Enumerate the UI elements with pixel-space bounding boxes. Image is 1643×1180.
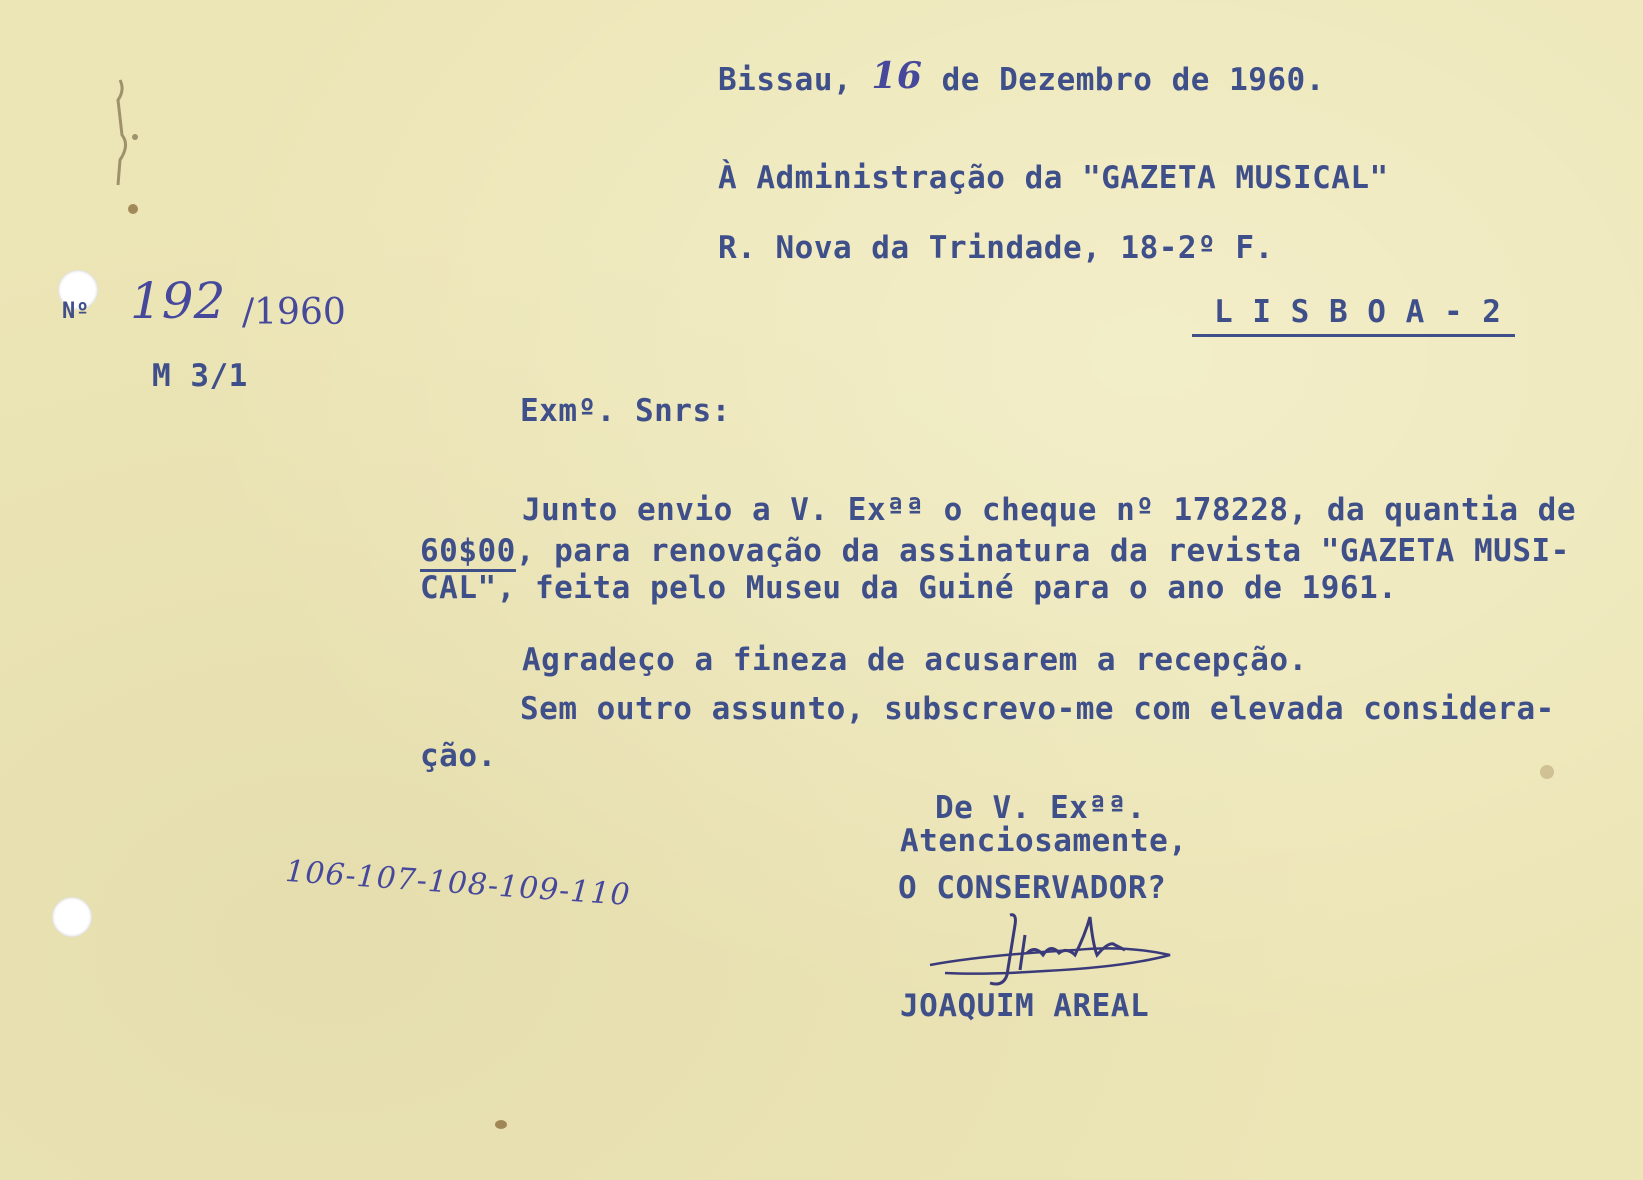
recipient-city: L I S B O A - 2	[1192, 294, 1515, 337]
signature	[925, 905, 1175, 995]
closing-line-1: De V. Exªª.	[935, 790, 1146, 826]
date-day-handwritten: 16	[871, 55, 923, 97]
closing-line-3: O CONSERVADOR?	[898, 870, 1167, 906]
paragraph-3-line-1: Sem outro assunto, subscrevo-me com elevada considera-	[520, 691, 1555, 727]
staple-mark	[100, 75, 150, 195]
amount: 60$00	[420, 533, 516, 572]
rust-stain	[495, 1120, 507, 1129]
reference-prefix: Nº	[62, 299, 90, 324]
rust-stain	[1540, 765, 1554, 779]
paragraph-1-line-1: Junto envio a V. Exªª o cheque nº 178228, da quantia de	[522, 492, 1576, 528]
closing-line-2: Atenciosamente,	[900, 823, 1188, 859]
paragraph-1-line-2-text: , para renovação da assinatura da revista "GAZETA MUSI-	[515, 533, 1570, 569]
signatory-name: JOAQUIM AREAL	[900, 988, 1150, 1024]
punch-hole-bottom	[52, 897, 92, 937]
recipient-line1: À Administração da "GAZETA MUSICAL"	[718, 160, 1389, 196]
paragraph-2: Agradeço a fineza de acusarem a recepção.	[522, 642, 1308, 678]
reference-year: /1960	[242, 292, 346, 333]
rust-stain	[128, 204, 138, 214]
reference-number-handwritten: 192	[130, 272, 226, 330]
date-line	[718, 55, 1325, 98]
recipient-line2: R. Nova da Trindade, 18-2º F.	[718, 230, 1274, 266]
paragraph-3-line-2: ção.	[420, 738, 497, 774]
reference-filing: M 3/1	[152, 358, 248, 394]
paragraph-1-line-2	[420, 533, 1570, 569]
salutation: Exmº. Snrs:	[520, 393, 731, 429]
date-prefix: Bissau,	[718, 62, 853, 98]
paragraph-1-line-3: CAL", feita pelo Museu da Guiné para o ano de 1961.	[420, 570, 1398, 606]
handwritten-annotation: 106-107-108-109-110	[284, 853, 632, 914]
date-suffix: de Dezembro de 1960.	[941, 62, 1325, 98]
